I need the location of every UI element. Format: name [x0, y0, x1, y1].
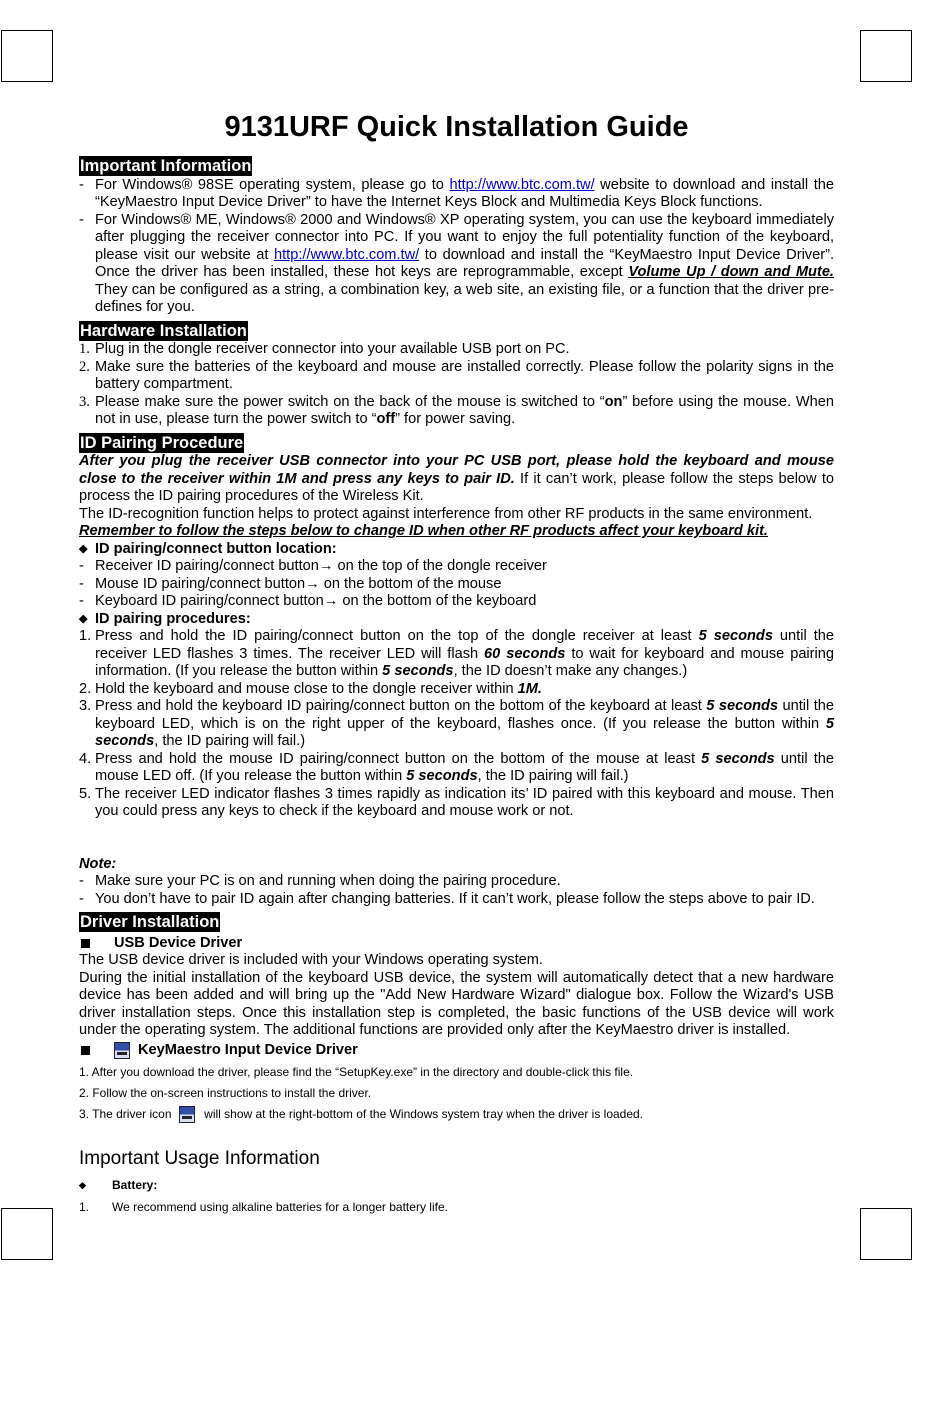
- list-item: - For Windows® 98SE operating system, please go to http://www.btc.com.tw/ website to download and install the “KeyMaestro Input Device Driver” to have the Internet Keys Block and Multimedia Keys Block functions.: [79, 176, 834, 210]
- list-item: 3. Please make sure the power switch on the back of the mouse is switched to “on” before using the mouse. When not in use, please turn the power switch to “off” for power saving.: [79, 393, 834, 427]
- list-item: 5. The receiver LED indicator flashes 3 times rapidly as indication its’ ID paired with this keyboard and mouse. Then you could press any keys to check if the keyboard and mouse work or not.: [79, 785, 834, 819]
- driver-step: 3. The driver icon will show at the right-bottom of the Windows system tray when the driver is loaded.: [79, 1106, 834, 1123]
- list-item: - Receiver ID pairing/connect button→ on the top of the dongle receiver: [79, 558, 547, 574]
- corner-mark-icon: [860, 1208, 912, 1260]
- corner-mark-icon: [860, 30, 912, 82]
- pairing-intro: After you plug the receiver USB connector into your PC USB port, please hold the keyboard and mouse close to the receiver within 1M and press any keys to pair ID. If it can’t work, please follow the steps below to process the ID pairing procedures of the Wireless Kit.: [79, 453, 834, 504]
- usage-heading: Important Usage Information: [79, 1148, 320, 1170]
- driver-step: 1. After you download the driver, please find the “SetupKey.exe” in the directory and double-click this file.: [79, 1065, 634, 1079]
- bullet-diamond-icon: ◆: [79, 542, 88, 555]
- list-item: - For Windows® ME, Windows® 2000 and Windows® XP operating system, you can use the keyboard immediately after plugging the receiver connector into PC. If you want to enjoy the full potentiality function of the keyboard, please visit our website at http://www.btc.com.tw/ to download and install the “KeyMaestro Input Device Driver”. Once the driver has been installed, these hot keys are reprogrammable, except Volume Up / down and Mute. They can be configured as a string, a combination key, a web site, an existing file, or a function that the driver pre-defines for you.: [79, 211, 834, 315]
- battery-heading: ◆ Battery:: [79, 1178, 158, 1193]
- procedures-heading: ◆ ID pairing procedures:: [79, 610, 251, 627]
- list-item: 1. Press and hold the ID pairing/connect button on the top of the dongle receiver at least 5 seconds until the receiver LED flashes 3 times. The receiver LED will flash 60 seconds to wait for keyboard and mouse pairing information. (If you release the button within 5 seconds, the ID doesn’t make any changes.): [79, 628, 835, 679]
- section-heading-pairing: ID Pairing Procedure: [80, 433, 244, 452]
- document-body: [79, 108, 834, 1215]
- square-bullet-icon: [81, 939, 90, 948]
- usb-driver-text: The USB device driver is included with your Windows operating system.: [79, 952, 543, 968]
- bullet-diamond-icon: ◆: [79, 1180, 86, 1191]
- corner-mark-icon: [1, 30, 53, 82]
- corner-mark-icon: [1, 1208, 53, 1260]
- section-heading-important: Important Information: [80, 157, 252, 175]
- pairing-recognition: The ID-recognition function helps to protect against interference from other RF products in the same environment.: [79, 505, 813, 522]
- list-item: 2. Make sure the batteries of the keyboard and mouse are installed correctly. Please follow the polarity signs in the battery compartment.: [79, 358, 834, 392]
- keymaestro-icon: [114, 1042, 130, 1059]
- list-item: - Keyboard ID pairing/connect button→ on the bottom of the keyboard: [79, 593, 537, 609]
- list-item: 1. Plug in the dongle receiver connector into your available USB port on PC.: [79, 341, 570, 357]
- usb-driver-text: During the initial installation of the keyboard USB device, the system will automatically detect that a new hardware device has been added and will bring up the "Add New Hardware Wizard" dialogue box. Follow the Wizard's USB driver installation steps. Once this installation step is completed, the basic functions of the USB device will work under the operating system. The additional functions are provided only after the KeyMaestro driver is installed.: [79, 969, 834, 1038]
- battery-item: 1. We recommend using alkaline batteries for a longer battery life.: [79, 1200, 448, 1215]
- usb-driver-heading: USB Device Driver: [79, 935, 834, 953]
- keymaestro-driver-heading: KeyMaestro Input Device Driver: [79, 1042, 834, 1060]
- square-bullet-icon: [81, 1046, 90, 1055]
- list-item: - You don’t have to pair ID again after changing batteries. If it can’t work, please follow the steps above to pair ID.: [79, 890, 815, 907]
- section-heading-driver: Driver Installation: [80, 913, 220, 931]
- website-link[interactable]: http://www.btc.com.tw/: [449, 176, 595, 193]
- list-item: 3. Press and hold the keyboard ID pairing/connect button on the bottom of the keyboard at least 5 seconds until the keyboard LED, which is on the right upper of the keyboard, flashes once. (If you release the button within 5 seconds, the ID pairing will fail.): [79, 698, 834, 749]
- keymaestro-icon: [179, 1106, 195, 1123]
- website-link[interactable]: http://www.btc.com.tw/: [274, 246, 420, 263]
- page-title: 9131URF Quick Installation Guide: [224, 111, 689, 143]
- bullet-diamond-icon: ◆: [79, 612, 88, 625]
- pairing-remember: Remember to follow the steps below to change ID when other RF products affect your keyboard kit.: [79, 523, 768, 539]
- list-item: - Mouse ID pairing/connect button→ on the bottom of the mouse: [79, 575, 502, 592]
- location-heading: ◆ ID pairing/connect button location:: [79, 540, 337, 557]
- driver-step: 2. Follow the on-screen instructions to install the driver.: [79, 1086, 372, 1100]
- note-label: Note:: [79, 855, 117, 872]
- list-item: - Make sure your PC is on and running when doing the pairing procedure.: [79, 873, 561, 889]
- list-item: 4. Press and hold the mouse ID pairing/connect button on the bottom of the mouse at least 5 seconds until the mouse LED off. (If you release the button within 5 seconds, the ID pairing will fail.): [79, 750, 834, 784]
- section-heading-hardware: Hardware Installation: [80, 321, 247, 340]
- list-item: 2. Hold the keyboard and mouse close to the dongle receiver within 1M.: [79, 680, 542, 697]
